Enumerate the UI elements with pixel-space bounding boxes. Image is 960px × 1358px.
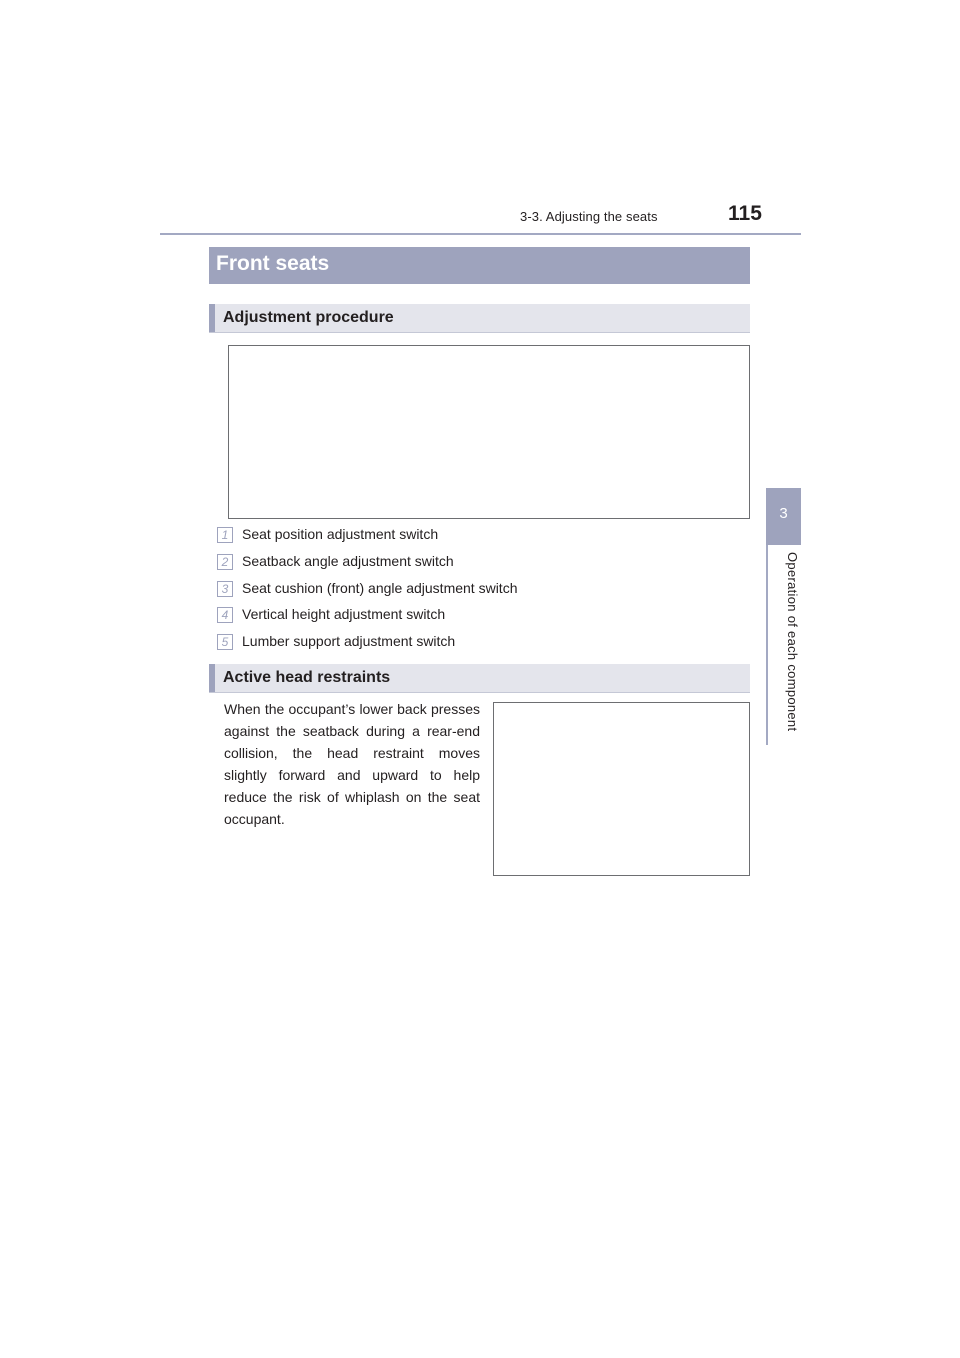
adjustment-heading: Adjustment procedure	[223, 309, 394, 326]
item-label: Seat cushion (front) angle adjustment switch	[242, 580, 518, 596]
item-number-badge: 5	[217, 634, 233, 650]
header-divider	[160, 233, 801, 235]
head-restraint-figure	[493, 702, 750, 876]
side-divider	[766, 545, 768, 745]
item-number-badge: 4	[217, 607, 233, 623]
seat-switches-figure	[228, 345, 750, 519]
head-restraints-heading-bar	[209, 664, 750, 693]
chapter-tab	[766, 488, 801, 545]
page-number: 115	[728, 202, 762, 225]
head-restraints-heading: Active head restraints	[223, 669, 391, 686]
section-breadcrumb: 3-3. Adjusting the seats	[520, 209, 658, 224]
page-title: Front seats	[216, 252, 330, 275]
chapter-title: Operation of each component	[785, 552, 800, 732]
item-label: Lumber support adjustment switch	[242, 633, 456, 649]
head-restraints-description: When the occupant’s lower back presses against the seatback during a rear-end collision, the head restraint moves slightly forward and upward to help reduce the risk of whiplash on the seat occupant.	[224, 701, 480, 827]
item-number-badge: 2	[217, 554, 233, 570]
item-number-badge: 1	[217, 527, 233, 543]
adjustment-heading-bar	[209, 304, 750, 333]
item-label: Vertical height adjustment switch	[242, 606, 446, 622]
item-label: Seat position adjustment switch	[242, 526, 439, 542]
chapter-number: 3	[779, 505, 788, 522]
item-number-badge: 3	[217, 581, 233, 597]
section-title-bar	[209, 247, 750, 284]
item-label: Seatback angle adjustment switch	[242, 553, 454, 569]
